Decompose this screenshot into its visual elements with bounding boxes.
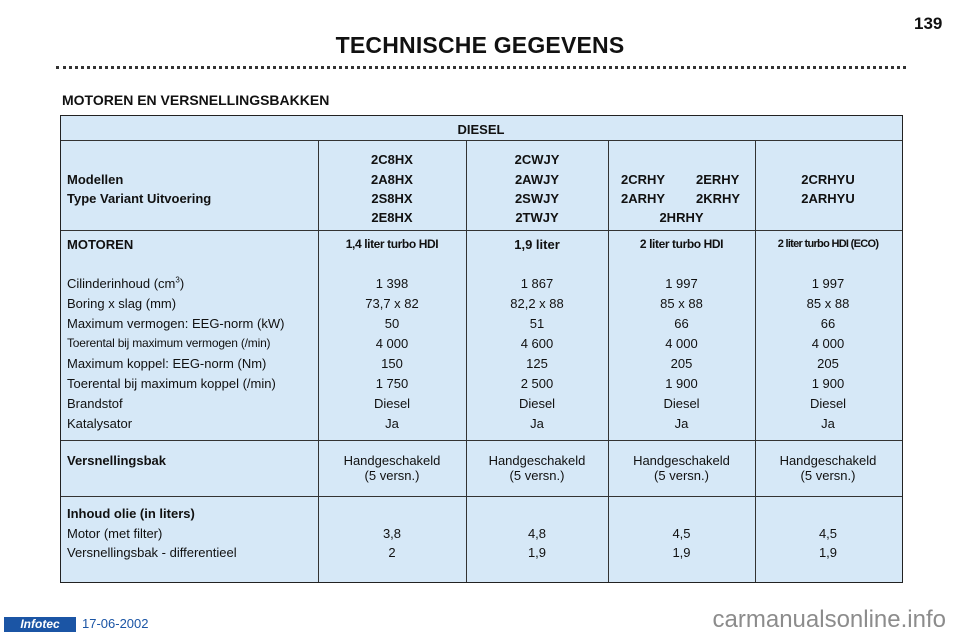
model-code: 2KRHY bbox=[696, 191, 741, 206]
title-divider bbox=[56, 66, 906, 69]
gearbox-type: Handgeschakeld bbox=[633, 453, 730, 468]
label-versnellingsbak-differentieel: Versnellingsbak - differentieel bbox=[67, 545, 237, 560]
model-code: 2ERHY bbox=[696, 172, 740, 187]
spec-value: 50 bbox=[384, 316, 400, 331]
model-code: 2C8HX bbox=[371, 152, 413, 167]
spec-value: 125 bbox=[526, 356, 548, 371]
spec-value: 1 867 bbox=[520, 276, 554, 291]
label-inhoud-olie: Inhoud olie (in liters) bbox=[67, 506, 195, 521]
label-type-variant: Type Variant Uitvoering bbox=[67, 191, 212, 206]
model-code: 2SWJY bbox=[514, 191, 560, 206]
infotec-logo: Infotec bbox=[4, 617, 76, 632]
spec-value: 4 000 bbox=[665, 336, 698, 351]
gearbox-type: Handgeschakeld bbox=[488, 453, 586, 468]
gearbox-speeds: (5 versn.) bbox=[800, 468, 856, 483]
gearbox-type: Handgeschakeld bbox=[343, 453, 441, 468]
spec-value: 51 bbox=[529, 316, 545, 331]
label-versnellingsbak: Versnellingsbak bbox=[67, 453, 166, 468]
oil-value: 1,9 bbox=[672, 545, 691, 560]
spec-value: 1 900 bbox=[811, 376, 845, 391]
spec-value: 150 bbox=[381, 356, 403, 371]
spec-value: Ja bbox=[530, 416, 544, 431]
spec-value: Diesel bbox=[663, 396, 700, 411]
gearbox-speeds: (5 versn.) bbox=[364, 468, 420, 483]
spec-value: Ja bbox=[385, 416, 399, 431]
label-motor-filter: Motor (met filter) bbox=[67, 526, 163, 541]
label-boring-slag: Boring x slag (mm) bbox=[67, 296, 177, 311]
model-code: 2E8HX bbox=[371, 210, 413, 225]
spec-value: 82,2 x 88 bbox=[510, 296, 564, 311]
model-code: 2ARHY bbox=[621, 191, 666, 206]
label-katalysator: Katalysator bbox=[67, 416, 133, 431]
oil-value: 1,9 bbox=[527, 545, 547, 560]
spec-value: Diesel bbox=[518, 396, 556, 411]
row-divider bbox=[61, 230, 902, 231]
oil-value: 4,5 bbox=[672, 526, 691, 541]
label-cilinderinhoud: Cilinderinhoud $(cm^3)$ bbox=[67, 275, 185, 291]
page-number: 139 bbox=[914, 14, 943, 33]
spec-value: Diesel bbox=[809, 396, 847, 411]
model-code: 2TWJY bbox=[515, 210, 559, 225]
spec-value: 1 900 bbox=[665, 376, 698, 391]
label-max-vermogen: Maximum vermogen: EEG-norm (kW) bbox=[67, 316, 285, 331]
spec-value: Diesel bbox=[373, 396, 411, 411]
fuel-header: DIESEL bbox=[457, 122, 505, 137]
gearbox-speeds: (5 versn.) bbox=[654, 468, 709, 483]
model-code: 2HRHY bbox=[659, 210, 704, 225]
spec-value: 1 997 bbox=[665, 276, 698, 291]
engine-name: 1,9 liter bbox=[514, 237, 560, 252]
model-code: 2A8HX bbox=[371, 172, 413, 187]
label-motoren: MOTOREN bbox=[67, 237, 134, 252]
spec-value: 85 x 88 bbox=[660, 296, 703, 311]
spec-value: 2 500 bbox=[520, 376, 554, 391]
label-toerental-koppel: Toerental bij maximum koppel (/min) bbox=[67, 376, 276, 391]
section-title: MOTOREN EN VERSNELLINGSBAKKEN bbox=[62, 92, 330, 108]
model-code: 2AWJY bbox=[514, 172, 560, 187]
spec-value: 85 x 88 bbox=[806, 296, 850, 311]
oil-value: 3,8 bbox=[382, 526, 402, 541]
spec-value: Ja bbox=[674, 416, 689, 431]
model-code: 2CRHYU bbox=[801, 172, 855, 187]
model-code: 2CRHY bbox=[621, 172, 666, 187]
label-modellen: Modellen bbox=[67, 172, 124, 187]
spec-value: 1 997 bbox=[811, 276, 845, 291]
label-brandstof: Brandstof bbox=[67, 396, 123, 411]
label-max-koppel: Maximum koppel: EEG-norm (Nm) bbox=[67, 356, 267, 371]
spec-value: 66 bbox=[820, 316, 836, 331]
spec-table bbox=[60, 115, 903, 583]
oil-value: 2 bbox=[388, 545, 396, 560]
spec-value: 1 750 bbox=[375, 376, 409, 391]
gearbox-speeds: (5 versn.) bbox=[509, 468, 565, 483]
oil-value: 4,5 bbox=[818, 526, 838, 541]
spec-value: 205 bbox=[817, 356, 839, 371]
watermark: carmanualsonline.info bbox=[712, 606, 946, 633]
spec-value: 4 000 bbox=[375, 336, 409, 351]
spec-value: 1 398 bbox=[375, 276, 409, 291]
oil-value: 1,9 bbox=[818, 545, 838, 560]
spec-value: 73,7 x 82 bbox=[365, 296, 419, 311]
engine-name: 2 liter turbo HDI bbox=[639, 237, 724, 251]
model-code: 2ARHYU bbox=[801, 191, 855, 206]
oil-value: 4,8 bbox=[527, 526, 547, 541]
model-code: 2CWJY bbox=[514, 152, 560, 167]
gearbox-type: Handgeschakeld bbox=[779, 453, 877, 468]
spec-value: 66 bbox=[674, 316, 689, 331]
page-title: TECHNISCHE GEGEVENS bbox=[335, 32, 625, 58]
model-code: 2S8HX bbox=[371, 191, 413, 206]
footer-date: 17-06-2002 bbox=[82, 616, 149, 631]
row-divider bbox=[61, 440, 902, 441]
row-divider bbox=[61, 496, 902, 497]
label-toerental-vermogen: Toerental bij maximum vermogen (/min) bbox=[67, 336, 271, 350]
spec-value: 4 600 bbox=[520, 336, 554, 351]
engine-name: 1,4 liter turbo HDI bbox=[345, 237, 439, 251]
spec-value: 4 000 bbox=[811, 336, 845, 351]
spec-value: Ja bbox=[821, 416, 835, 431]
spec-value: 205 bbox=[670, 356, 693, 371]
engine-name: 2 liter turbo HDI (ECO) bbox=[777, 238, 879, 250]
header-divider bbox=[61, 140, 902, 141]
